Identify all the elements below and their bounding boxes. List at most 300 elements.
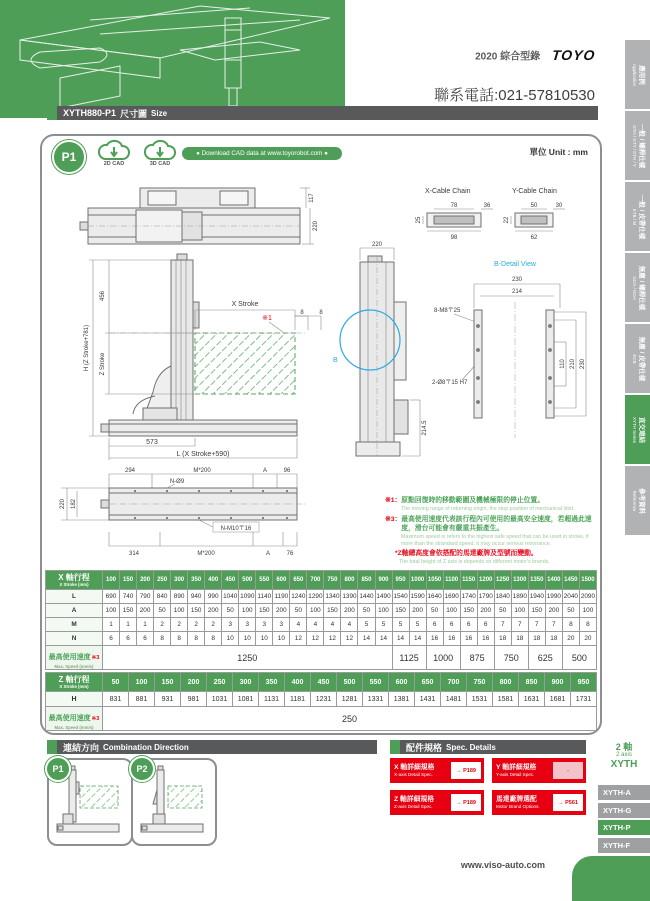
stroke-header-row (46, 673, 597, 692)
dim-value-cell: 150 (528, 604, 545, 618)
dim-value-cell: 6 (120, 632, 137, 646)
stroke-col-header: 1450 (562, 571, 579, 590)
dim-value-cell: 14 (375, 632, 392, 646)
stroke-col-header: 800 (341, 571, 358, 590)
dim-220-plan: 220 (60, 498, 66, 510)
sidebar-tab-label-cn: 無塵 / 皮帶仕樣 (637, 336, 645, 381)
spec-item-page-ref[interactable]: → P189 (451, 762, 481, 779)
dim-value-cell: 4 (341, 618, 358, 632)
dim-value-cell: 100 (579, 604, 596, 618)
max-speed-label (46, 707, 103, 731)
sidebar-tab-6[interactable] (625, 466, 650, 535)
dim-value-cell: 50 (562, 604, 579, 618)
sidebar-tab-inner (626, 397, 650, 463)
dim-value-cell: 7 (545, 618, 562, 632)
sidebar-tab-4[interactable] (625, 324, 650, 393)
stroke-col-header: 50 (103, 673, 129, 692)
dim-value-cell: 10 (273, 632, 290, 646)
spec-item-page-ref[interactable]: → P561 (553, 794, 583, 811)
max-speed-label-en: Max. Speed (mm/s) (54, 664, 94, 669)
dim-294: 294 (124, 468, 136, 474)
dim-value-cell: 3 (273, 618, 290, 632)
dim-row-L (46, 590, 597, 604)
dim-214-5: 214.5 (422, 420, 428, 436)
x-chain-dim-25: 25 (416, 216, 422, 224)
sidebar-tab-2[interactable] (625, 182, 650, 251)
y-chain-dim-50: 50 (530, 203, 538, 209)
stroke-col-header: 650 (290, 571, 307, 590)
dim-value-cell: 150 (256, 604, 273, 618)
page-title-cn: 尺寸圖 (120, 108, 148, 119)
stroke-col-header: 1100 (443, 571, 460, 590)
dim-value-cell: 200 (409, 604, 426, 618)
stroke-header-row (46, 571, 597, 590)
dim-value-cell: 6 (426, 618, 443, 632)
dim-value-cell: 1231 (311, 692, 337, 707)
dim-m200-bot: M*200 (197, 551, 215, 557)
stroke-col-header: 200 (181, 673, 207, 692)
stroke-col-header: 550 (363, 673, 389, 692)
max-speed-label-text: 最高使用速度 (48, 715, 91, 722)
dim-value-cell: 18 (494, 632, 511, 646)
stroke-col-header: 300 (233, 673, 259, 692)
dim-value-cell: 200 (477, 604, 494, 618)
stroke-col-header: 700 (307, 571, 324, 590)
stroke-col-header: 150 (155, 673, 181, 692)
sidebar-tab-3[interactable] (625, 253, 650, 322)
series-axis-block (598, 742, 650, 771)
dim-row-N (46, 632, 597, 646)
stroke-col-header: 1150 (460, 571, 477, 590)
title-bar-accent (47, 740, 57, 754)
spec-item-page-ref[interactable]: - (553, 762, 583, 779)
dim-value-cell: 18 (511, 632, 528, 646)
hero-illustration (0, 0, 345, 118)
x-chain-dim-78: 78 (450, 203, 458, 209)
dim-value-cell: 5 (392, 618, 409, 632)
dim-value-cell: 790 (137, 590, 154, 604)
dim-value-cell: 12 (341, 632, 358, 646)
combination-title-en: Combination Direction (103, 742, 189, 752)
stroke-col-header: 850 (519, 673, 545, 692)
stroke-col-header: 1200 (477, 571, 494, 590)
plan-view-drawing (55, 462, 385, 562)
unit-label: 單位 Unit : mm (529, 147, 588, 157)
dim-value-cell: 740 (120, 590, 137, 604)
dim-value-cell: 1690 (443, 590, 460, 604)
sidebar-tab-inner (626, 42, 650, 108)
dim-value-cell: 1531 (467, 692, 493, 707)
dim-value-cell: 10 (239, 632, 256, 646)
spec-item-2[interactable] (390, 790, 484, 815)
dim-value-cell: 2040 (562, 590, 579, 604)
combination-p2-thumb[interactable] (131, 758, 217, 846)
website-url: www.viso-auto.com (460, 860, 545, 870)
spec-item-page-ref[interactable]: → P189 (451, 794, 481, 811)
sidebar-tab-label-cn: 一般 / 螺桿仕樣 (637, 123, 645, 168)
spec-details-title-cn: 配件規格 (406, 742, 443, 753)
stroke-col-header: 1300 (511, 571, 528, 590)
y-chain-dim-62: 62 (530, 235, 538, 241)
dim-value-cell: 1540 (392, 590, 409, 604)
sidebar-tab-label-cn: 無塵 / 螺桿仕樣 (637, 265, 645, 310)
dim-value-cell: 10 (256, 632, 273, 646)
p1-badge: P1 (52, 140, 86, 174)
dim-value-cell: 14 (409, 632, 426, 646)
dim-value-cell: 1040 (222, 590, 239, 604)
dim-value-cell: 981 (181, 692, 207, 707)
stroke-col-header: 850 (358, 571, 375, 590)
stroke-col-header: 400 (205, 571, 222, 590)
max-speed-label-cn (46, 646, 102, 664)
dim-value-cell: 100 (443, 604, 460, 618)
z-stroke-table (45, 672, 597, 731)
stroke-col-header: 300 (171, 571, 188, 590)
toyo-logo: TOYO (550, 46, 596, 63)
dim-value-cell: 1031 (207, 692, 233, 707)
spec-item-3[interactable] (492, 790, 586, 815)
dim-value-cell: 4 (324, 618, 341, 632)
dim-value-cell: 18 (528, 632, 545, 646)
stroke-col-header: 350 (188, 571, 205, 590)
footnotes (385, 497, 596, 565)
dim-220: 220 (313, 220, 319, 232)
front-view-drawing (330, 240, 430, 468)
sidebar-tab-inner (626, 113, 650, 179)
max-speed-value: 500 (562, 646, 596, 670)
dim-value-cell: 931 (155, 692, 181, 707)
dim-value-cell: 1681 (545, 692, 571, 707)
spec-item-0[interactable] (390, 758, 484, 783)
dim-value-cell: 8 (188, 632, 205, 646)
row-label-M: M (46, 618, 103, 632)
note3-mark: ※3： (385, 516, 402, 524)
dim-value-cell: 990 (205, 590, 222, 604)
series-axis-cn: 2 軸 (615, 742, 633, 752)
dim-value-cell: 6 (477, 618, 494, 632)
stroke-col-header: 700 (441, 673, 467, 692)
cad-download-link[interactable]: ● Download CAD data at www.toyorobot.com ● (182, 147, 342, 160)
dim-m200-top: M*200 (193, 468, 211, 474)
dim-210: 210 (570, 358, 576, 370)
sidebar-tab-inner (626, 326, 650, 392)
stroke-col-header: 800 (493, 673, 519, 692)
x-chain-dim-36: 36 (483, 203, 491, 209)
dim-row-A (46, 604, 597, 618)
dim-220-front: 220 (371, 242, 383, 248)
p2-thumb-badge: P2 (129, 756, 155, 782)
dim-row-M (46, 618, 597, 632)
y-chain-dim-30: 30 (555, 203, 563, 209)
dim-value-cell: 940 (188, 590, 205, 604)
spec-item-text (390, 761, 448, 780)
dim-value-cell: 2 (154, 618, 171, 632)
max-speed-ref-mark: ※3 (91, 655, 100, 661)
dim-value-cell: 6 (103, 632, 120, 646)
stroke-header-cn: X 軸行程 (58, 572, 90, 582)
dim-l-overall: L (X Stroke+590) (176, 451, 230, 458)
spec-item-1[interactable] (492, 758, 586, 783)
sidebar-tabs (625, 40, 650, 537)
sidebar-tab-1[interactable] (625, 111, 650, 180)
sidebar-tab-label-en: ETB / M (631, 208, 637, 225)
stroke-col-header: 450 (311, 673, 337, 692)
dim-value-cell: 1731 (571, 692, 597, 707)
label-n-m10: N-M10〒16 (220, 526, 252, 532)
dim-value-cell: 1431 (415, 692, 441, 707)
dim-8a: 8 (300, 310, 304, 316)
stroke-col-header: 550 (256, 571, 273, 590)
note1-text-en: The moving range of returning origin, the stop position of mechanical limit. (401, 506, 575, 513)
dim-value-cell: 1940 (528, 590, 545, 604)
stroke-col-header: 250 (207, 673, 233, 692)
dim-value-cell: 1590 (409, 590, 426, 604)
stroke-col-header: 900 (545, 673, 571, 692)
dim-value-cell: 1340 (324, 590, 341, 604)
dim-value-cell: 150 (324, 604, 341, 618)
dim-value-cell: 3 (256, 618, 273, 632)
dim-value-cell: 50 (426, 604, 443, 618)
b-callout: B (333, 357, 338, 364)
spec-item-en: X-axis Detail Spec. (394, 772, 433, 777)
dim-value-cell: 50 (222, 604, 239, 618)
dim-value-cell: 1 (103, 618, 120, 632)
max-speed-value: 1000 (426, 646, 460, 670)
spec-details-title-bar (390, 740, 586, 754)
spec-item-en: Y-axis Detail Spec. (496, 772, 535, 777)
dim-row-H (46, 692, 597, 707)
dim-value-cell: 16 (460, 632, 477, 646)
dim-value-cell: 1640 (426, 590, 443, 604)
dim-value-cell: 1390 (341, 590, 358, 604)
dim-value-cell: 1381 (389, 692, 415, 707)
dim-value-cell: 1081 (233, 692, 259, 707)
dim-value-cell: 200 (137, 604, 154, 618)
cable-chain-drawing (415, 183, 590, 248)
row-label-N: N (46, 632, 103, 646)
side-elevation-drawing (55, 246, 355, 481)
cad-3d-download[interactable] (138, 139, 182, 173)
note3-text-en: Maximum speed is refers to the highest safe speed that can be used in stroke, if more than the strandard speed, it may occur serious resonance. (401, 534, 589, 547)
ref-mark-1: ※1 (262, 315, 272, 322)
spec-item-en: Z-axis Detail Spec. (394, 804, 433, 809)
dim-value-cell: 14 (392, 632, 409, 646)
dim-value-cell: 50 (290, 604, 307, 618)
dim-value-cell: 3 (222, 618, 239, 632)
dim-value-cell: 1790 (477, 590, 494, 604)
dim-110: 110 (560, 359, 566, 369)
dim-value-cell: 1490 (375, 590, 392, 604)
dim-value-cell: 16 (443, 632, 460, 646)
cad-2d-download[interactable] (92, 139, 136, 173)
spec-item-en: Motor Brand Options. (496, 804, 540, 809)
stroke-col-header: 200 (137, 571, 154, 590)
stroke-col-header: 100 (103, 571, 120, 590)
stroke-col-header: 100 (129, 673, 155, 692)
page-title-en: Size (151, 108, 168, 118)
dim-value-cell: 12 (290, 632, 307, 646)
dim-value-cell: 100 (307, 604, 324, 618)
dim-value-cell: 18 (545, 632, 562, 646)
max-speed-value: 750 (494, 646, 528, 670)
spec-item-cn: X 軸詳細規格 (394, 764, 435, 771)
y-chain-dim-22: 22 (504, 216, 510, 224)
dim-value-cell: 2 (188, 618, 205, 632)
dim-456: 456 (100, 290, 106, 302)
label-2-o8-h7: 2-Ø8〒15 H7 (432, 380, 468, 386)
dim-value-cell: 2 (171, 618, 188, 632)
dim-value-cell: 1581 (493, 692, 519, 707)
title-bar-accent (47, 106, 57, 120)
row-label-L: L (46, 590, 103, 604)
dim-value-cell: 1440 (358, 590, 375, 604)
dim-value-cell: 8 (562, 618, 579, 632)
dim-value-cell: 100 (375, 604, 392, 618)
max-speed-row (46, 707, 597, 731)
dim-value-cell: 8 (154, 632, 171, 646)
dim-value-cell: 3 (239, 618, 256, 632)
p1-thumb-badge: P1 (45, 756, 71, 782)
dim-value-cell: 831 (103, 692, 129, 707)
x-chain-dim-98: 98 (450, 235, 458, 241)
max-speed-value: 1125 (392, 646, 426, 670)
spec-details-title-en: Spec. Details (446, 742, 496, 752)
dim-value-cell: 5 (358, 618, 375, 632)
dim-value-cell: 4 (290, 618, 307, 632)
dim-value-cell: 6 (443, 618, 460, 632)
stroke-col-header: 600 (273, 571, 290, 590)
max-speed-label-cn (46, 707, 102, 725)
note-z-text-en: The total height of Z axis is depends on different motor's brands. (399, 558, 550, 565)
spec-item-cn: Y 軸詳細規格 (496, 764, 537, 771)
max-speed-label (46, 646, 103, 670)
sidebar-tab-5[interactable] (625, 395, 650, 464)
stroke-col-header: 450 (222, 571, 239, 590)
dim-value-cell: 16 (426, 632, 443, 646)
stroke-header-label (46, 673, 103, 692)
dim-value-cell: 1890 (511, 590, 528, 604)
dim-value-cell: 1190 (273, 590, 290, 604)
dim-230-top: 230 (511, 277, 523, 283)
y-cable-chain-title: Y-Cable Chain (512, 188, 557, 195)
dim-value-cell: 1090 (239, 590, 256, 604)
series-tab-xyth-p[interactable]: XYTH-P (598, 820, 650, 835)
sidebar-tab-0[interactable] (625, 40, 650, 109)
cad-2d-label: 2D CAD (103, 161, 125, 167)
dim-value-cell: 7 (528, 618, 545, 632)
combination-p1-thumb[interactable] (47, 758, 133, 846)
cloud-download-icon (142, 139, 178, 163)
series-tab-xyth-f[interactable]: XYTH-F (598, 838, 650, 853)
dim-value-cell: 1990 (545, 590, 562, 604)
sidebar-tab-inner (626, 184, 650, 250)
dim-value-cell: 7 (494, 618, 511, 632)
dim-value-cell: 100 (239, 604, 256, 618)
row-label-A: A (46, 604, 103, 618)
dim-a-bot: A (265, 551, 271, 557)
dim-value-cell: 8 (171, 632, 188, 646)
stroke-col-header: 600 (389, 673, 415, 692)
dim-value-cell: 150 (120, 604, 137, 618)
max-speed-label-en: Max. Speed (mm/s) (54, 725, 94, 730)
dim-value-cell: 690 (103, 590, 120, 604)
cloud-download-icon (96, 139, 132, 163)
label-n-o9: N-Ø9 (169, 479, 185, 485)
dim-value-cell: 200 (341, 604, 358, 618)
dim-value-cell: 150 (460, 604, 477, 618)
dim-value-cell: 1240 (290, 590, 307, 604)
dim-value-cell: 1331 (363, 692, 389, 707)
dim-value-cell: 12 (307, 632, 324, 646)
dim-value-cell: 1290 (307, 590, 324, 604)
stroke-col-header: 750 (324, 571, 341, 590)
stroke-col-header: 500 (337, 673, 363, 692)
note-z-text-cn: *Z軸總高度會依搭配的馬達廠牌及型號而變動。 (395, 550, 538, 558)
spec-item-text (492, 761, 550, 780)
note3-text-cn: 最高使用速度代表該行程內可使用的最高安全速度，若超過此速度，滑台可能會有嚴重共振產生。 (401, 516, 592, 532)
dim-value-cell: 20 (562, 632, 579, 646)
stroke-header-label (46, 571, 103, 590)
stroke-col-header: 500 (239, 571, 256, 590)
sidebar-tab-label-cn: 參考資料 (637, 487, 645, 514)
dim-value-cell: 4 (307, 618, 324, 632)
dim-value-cell: 6 (460, 618, 477, 632)
dim-value-cell: 8 (579, 618, 596, 632)
stroke-col-header: 150 (120, 571, 137, 590)
max-speed-ref-mark: ※3 (91, 716, 100, 722)
dim-214: 214 (511, 289, 523, 295)
dim-value-cell: 7 (511, 618, 528, 632)
dim-76: 76 (286, 551, 294, 557)
sidebar-tab-inner (626, 255, 650, 321)
dim-value-cell: 10 (222, 632, 239, 646)
dim-value-cell: 100 (171, 604, 188, 618)
x-stroke-table (45, 570, 597, 670)
series-tab-xyth-g[interactable]: XYTH-G (598, 803, 650, 818)
spec-item-text (390, 793, 448, 812)
stroke-col-header: 750 (467, 673, 493, 692)
sidebar-tab-label-cn: 應用例 (637, 64, 645, 85)
stroke-col-header: 250 (154, 571, 171, 590)
stroke-col-header: 1050 (426, 571, 443, 590)
row-label-H: H (46, 692, 103, 707)
stroke-col-header: 1400 (545, 571, 562, 590)
catalog-line (380, 46, 595, 64)
cad-3d-label: 3D CAD (149, 161, 171, 167)
combination-title-cn: 連結方向 (63, 742, 100, 753)
dim-value-cell: 8 (205, 632, 222, 646)
dim-value-cell: 1140 (256, 590, 273, 604)
dim-value-cell: 890 (171, 590, 188, 604)
sidebar-tab-label-en: GCH / ECH (631, 275, 637, 300)
page-title-bar (47, 106, 598, 120)
page-corner-decoration (572, 856, 650, 901)
sidebar-tab-label-cn: 一般 / 皮帶仕樣 (637, 194, 645, 239)
series-tab-xyth-a[interactable]: XYTH-A (598, 785, 650, 800)
b-detail-drawing (432, 252, 598, 450)
dim-value-cell: 1631 (519, 692, 545, 707)
dim-value-cell: 20 (579, 632, 596, 646)
dim-value-cell: 6 (137, 632, 154, 646)
dim-value-cell: 840 (154, 590, 171, 604)
dim-value-cell: 200 (545, 604, 562, 618)
stroke-col-header: 1000 (409, 571, 426, 590)
note1-text-cn: 原點回復時的移動範圍及機械極限的停止位置。 (401, 497, 545, 504)
dim-value-cell: 1 (120, 618, 137, 632)
stroke-col-header: 350 (259, 673, 285, 692)
spec-item-cn: 馬達廠牌選配 (496, 796, 537, 803)
sidebar-tab-label-en: Application (631, 63, 637, 86)
